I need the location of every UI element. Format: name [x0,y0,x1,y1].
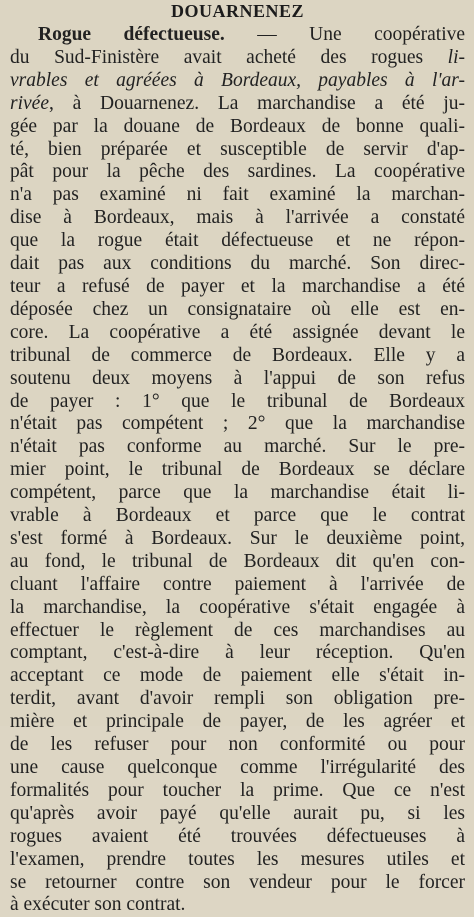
article-line [10,413,465,436]
article-text-run: qu'après avoir payé qu'elle aurait pu, si les [10,802,465,824]
article-text-run: dise à Bordeaux, mais à l'arrivée a constaté [10,207,465,229]
article-line [10,894,465,917]
article-line [10,161,465,184]
article-line [10,620,465,643]
article-text-run: core. La coopérative a été assignée devant le [10,321,465,343]
article-text-run: terdit, avant d'avoir rempli son obligation pre- [10,688,465,710]
article-text-run: que la rogue était défectueuse et ne répon- [10,230,465,252]
article-line [10,47,465,70]
article-line [10,665,465,688]
article-text-run: au fond, le tribunal de Bordeaux dit qu'en con- [10,550,465,572]
article-text-run: mier point, le tribunal de Bordeaux se déclare [10,459,465,481]
article-text-run: vrable à Bordeaux et parce que le contrat [10,505,465,527]
article-text-run: pât pour la pêche des sardines. La coopérative [10,161,465,183]
article-text-run: une cause quelconque comme l'irrégularité des [10,757,465,778]
article-line [10,322,465,345]
article-text-run: déposée chez un consignataire où elle est en- [10,298,465,320]
article-line [10,116,465,139]
article-line [10,528,465,551]
article-text-run: mière et principale de payer, de les agréer et [10,711,465,733]
article-line [10,459,465,482]
article-line [10,849,465,872]
article-text-run: du Sud-Finistère avait acheté des rogues [10,46,448,68]
article-line [10,230,465,253]
article-line [10,184,465,207]
article-body [10,21,465,917]
article-text-run: , à Douarnenez. La marchandise a été ju- [48,92,465,114]
article-line [10,711,465,734]
article-text-run: tribunal de commerce de Bordeaux. Elle y a [10,344,465,366]
article-line [10,505,465,528]
article-line [10,780,465,803]
article-text-run: n'a pas examiné ni fait examiné la marchan- [10,184,465,206]
article-line [10,70,465,93]
article-text-run: de les refuser pour non conformité ou pour [10,734,465,756]
article-line [10,642,465,665]
article-line [10,368,465,391]
article-text-run: n'était pas conforme au marché. Sur le pre- [10,436,465,458]
article-line [10,872,465,895]
article-line [10,436,465,459]
article-text-run: soutenu deux moyens à l'appui de son refus [10,367,465,389]
article-text-run: rivée [10,92,49,114]
article-line [10,597,465,620]
article-line [10,345,465,368]
article-text-run: comptant, c'est-à-dire à leur réception. Qu'en [10,642,465,664]
article-line [10,207,465,230]
article-text-run: cluant l'affaire contre paiement à l'arrivée de [10,573,465,595]
article-line [10,139,465,162]
article-line [10,688,465,711]
article-text-run: formalités pour toucher la prime. Que ce n'est [10,779,465,801]
article-line [10,276,465,299]
article-text-run: — Une coopérative [257,24,465,45]
article-text-run: compétent, parce que la marchandise était li- [10,482,465,504]
article-line [10,826,465,849]
article-text-run: effectuer le règlement de ces marchandises au [10,619,465,641]
article-line [10,299,465,322]
article-text-run: teur a refusé de payer et la marchandise a été [10,275,465,297]
article-text-run: li- [447,46,465,68]
article-text-run: s'est formé à Bordeaux. Sur le deuxième point, [10,527,465,549]
article-line [10,391,465,414]
article-text-run: de payer : 1° que le tribunal de Bordeaux [10,390,465,412]
article-text-run: la marchandise, la coopérative s'était engagée à [10,596,465,618]
article-first-line [10,24,465,47]
article-text-run: à exécuter son contrat. [10,894,186,916]
article-heading: DOUARNENEZ [170,1,304,21]
article-text-run: gée par la douane de Bordeaux de bonne quali- [10,115,465,137]
article-line [10,482,465,505]
article-line [10,803,465,826]
article-line [10,253,465,276]
article-subhead: Rogue défectueuse. [38,24,225,45]
article-text-run: se retourner contre son vendeur pour le forcer [10,871,465,893]
article-text-run: acceptant ce mode de paiement elle s'était in- [10,665,465,687]
article-line [10,734,465,757]
article-text-run: dait pas aux conditions du marché. Son direc- [10,253,465,275]
article-text-run: l'examen, prendre toutes les mesures utiles et [10,848,465,870]
article-line [10,93,465,116]
article-line [10,757,465,780]
article-text-run: rogues avaient été trouvées défectueuses à [10,825,465,847]
article-text-run: té, bien préparée et susceptible de servir d'ap- [10,138,465,160]
article-text-run: vrables et agréées à Bordeaux, payables à l'ar- [10,69,465,91]
article-line [10,574,465,597]
article-text-run: n'était pas compétent ; 2° que la marchandise [10,413,465,435]
article-line [10,551,465,574]
